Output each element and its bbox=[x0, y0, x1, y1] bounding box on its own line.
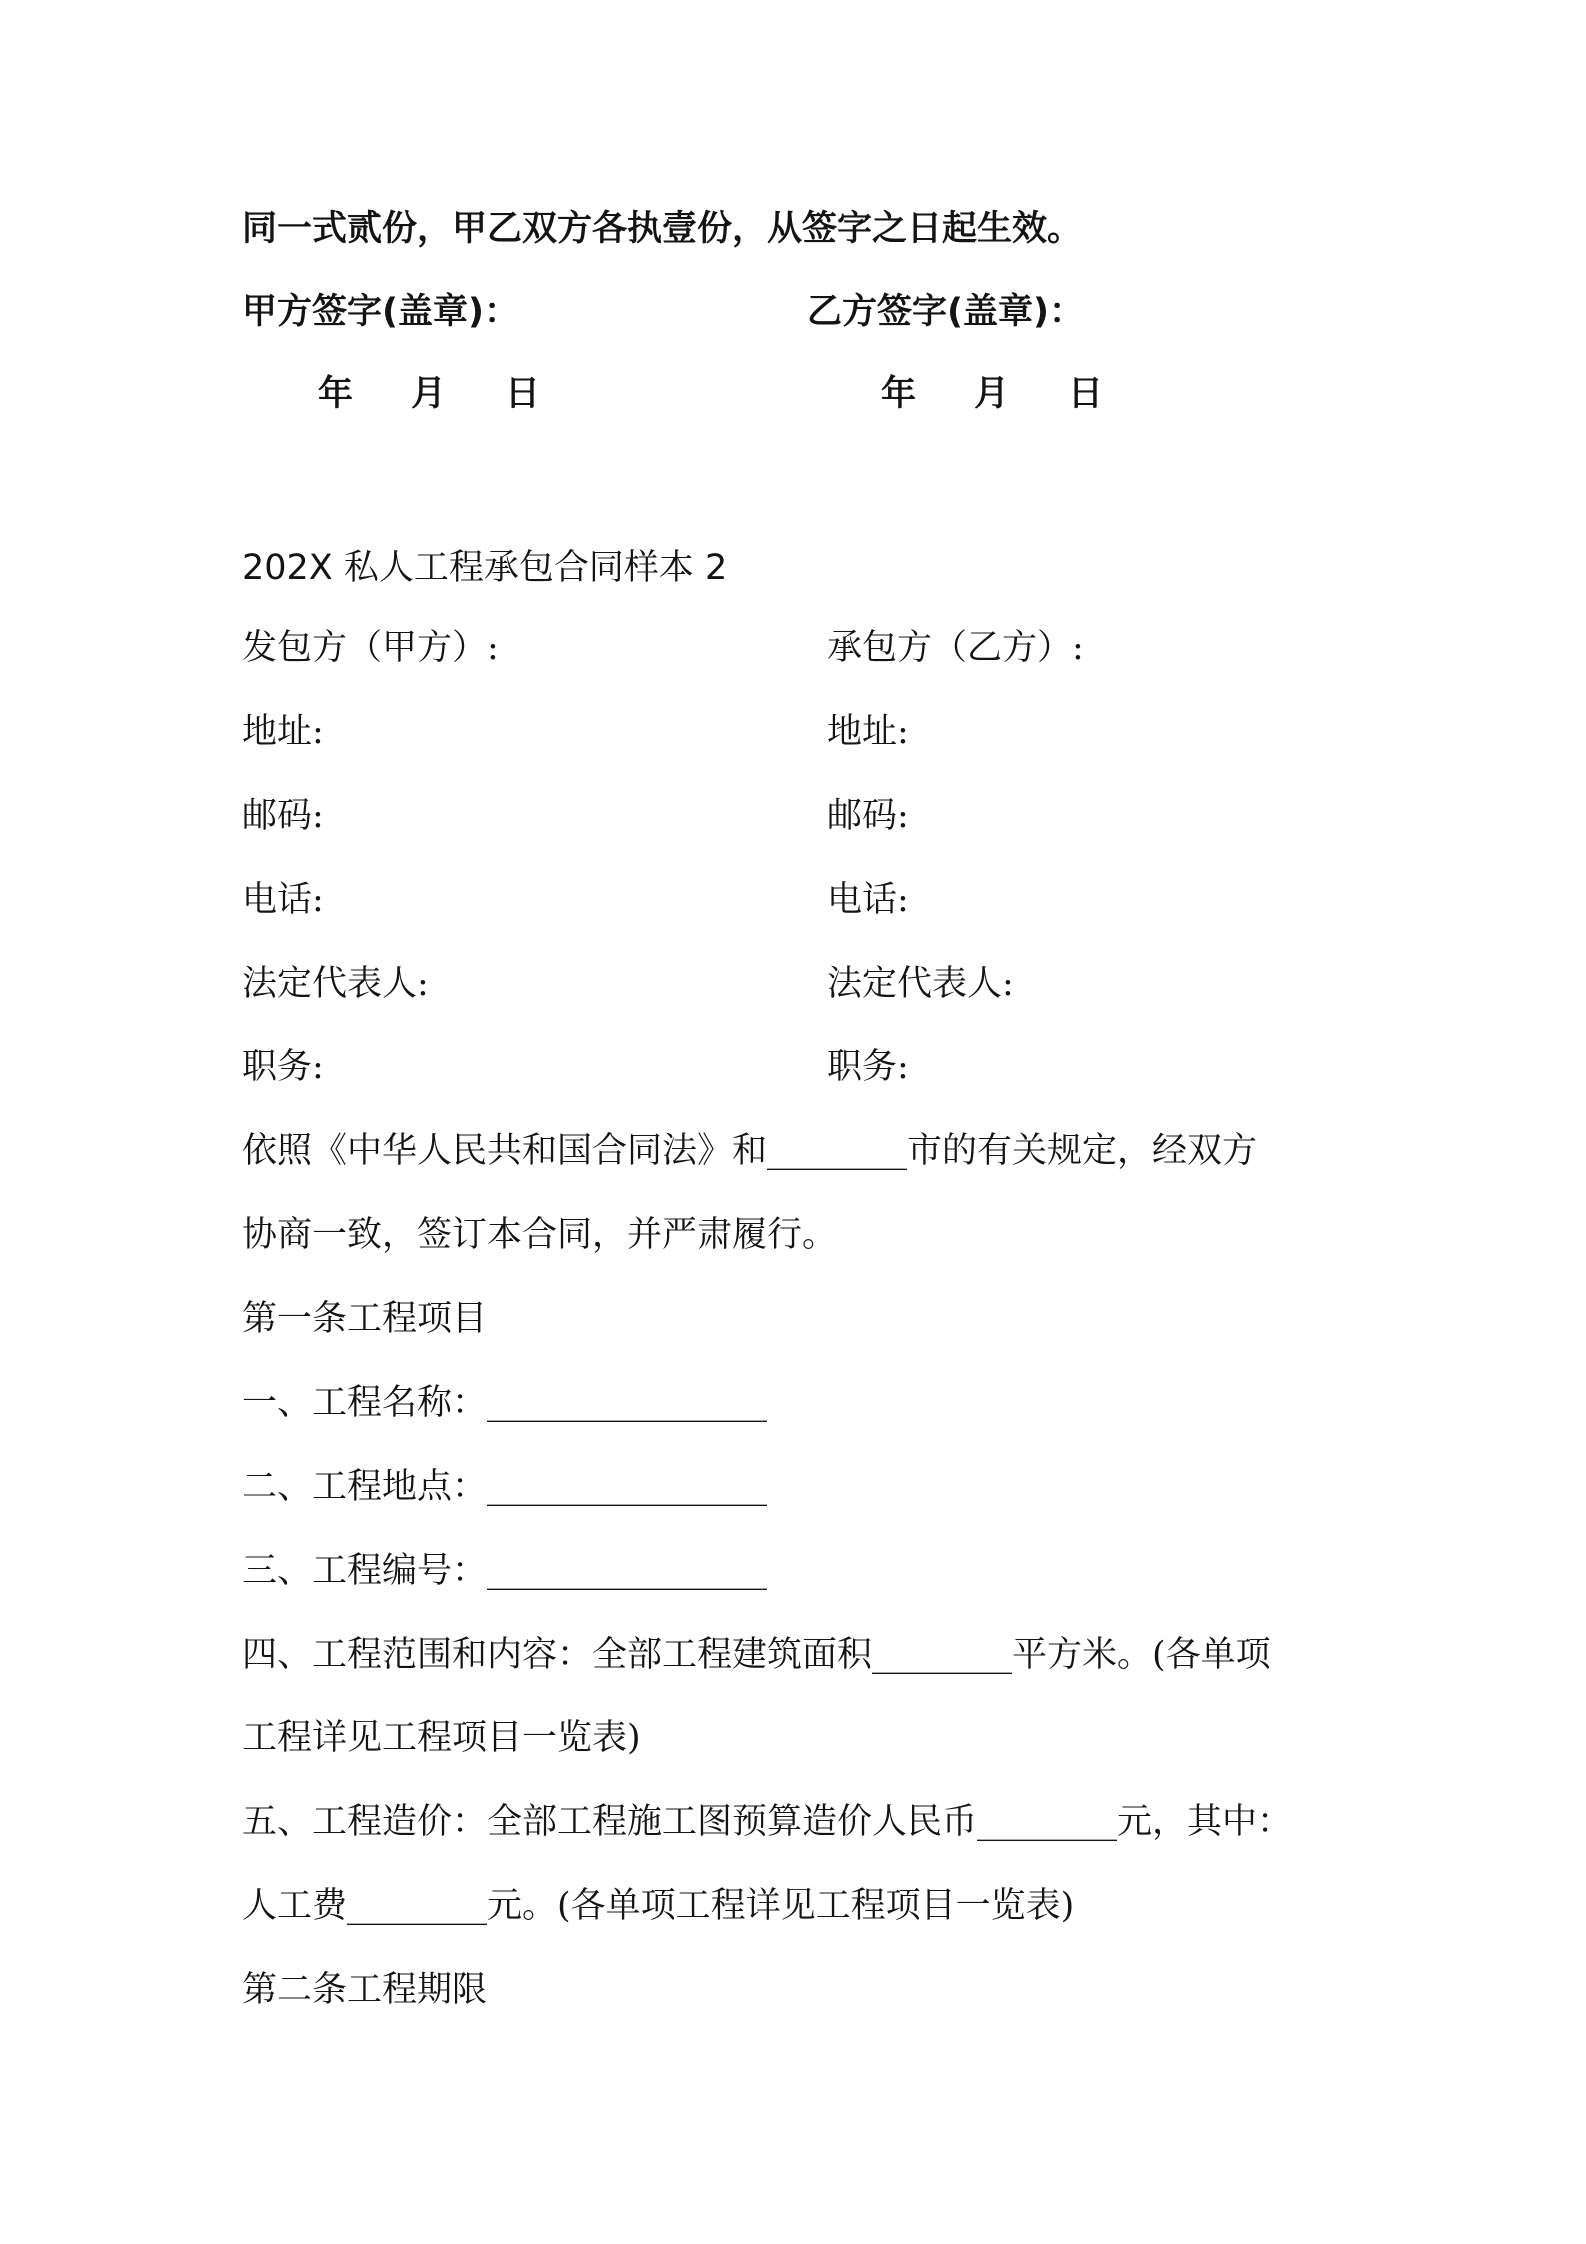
party-a-postcode-label: 邮码: bbox=[242, 796, 324, 836]
party-a-day: 日 bbox=[505, 374, 541, 414]
project-scope-line-1: 四、工程范围和内容：全部工程建筑面积________平方米。(各单项 bbox=[242, 1635, 1271, 1675]
party-b-postcode-label: 邮码: bbox=[827, 796, 909, 836]
party-b-phone-label: 电话: bbox=[827, 880, 909, 920]
party-b-address-label: 地址: bbox=[827, 712, 909, 752]
article-1-heading: 第一条工程项目 bbox=[242, 1299, 488, 1339]
party-a-legal-rep-label: 法定代表人: bbox=[242, 964, 429, 1004]
party-a-position-label: 职务: bbox=[242, 1047, 324, 1087]
party-a-year: 年 bbox=[318, 374, 354, 414]
intro-paragraph-line-2: 协商一致，签订本合同，并严肃履行。 bbox=[242, 1215, 838, 1255]
party-b-day: 日 bbox=[1068, 374, 1104, 414]
project-cost-line-1: 五、工程造价：全部工程施工图预算造价人民币________元，其中： bbox=[242, 1802, 1293, 1842]
closing-clause: 同一式贰份，甲乙双方各执壹份，从签字之日起生效。 bbox=[242, 209, 1083, 249]
party-b-position-label: 职务: bbox=[827, 1047, 909, 1087]
party-a-phone-label: 电话: bbox=[242, 880, 324, 920]
contract-title: 202X 私人工程承包合同样本 2 bbox=[242, 548, 728, 588]
article-2-heading: 第二条工程期限 bbox=[242, 1970, 488, 2010]
project-name-item: 一、工程名称：________________ bbox=[242, 1383, 768, 1423]
intro-paragraph-line-1: 依照《中华人民共和国合同法》和________市的有关规定，经双方 bbox=[242, 1131, 1258, 1171]
party-b-contractor-label: 承包方（乙方）: bbox=[827, 628, 1084, 668]
party-a-signature-label: 甲方签字(盖章)： bbox=[242, 292, 519, 332]
party-b-legal-rep-label: 法定代表人: bbox=[827, 964, 1014, 1004]
party-a-employer-label: 发包方（甲方）: bbox=[242, 628, 499, 668]
party-a-month: 月 bbox=[411, 374, 447, 414]
party-b-month: 月 bbox=[974, 374, 1010, 414]
party-a-address-label: 地址: bbox=[242, 712, 324, 752]
party-b-signature-label: 乙方签字(盖章)： bbox=[807, 292, 1084, 332]
project-number-item: 三、工程编号：________________ bbox=[242, 1551, 768, 1591]
project-location-item: 二、工程地点：________________ bbox=[242, 1467, 768, 1507]
project-cost-line-2: 人工费________元。(各单项工程详见工程项目一览表) bbox=[242, 1886, 1075, 1926]
project-scope-line-2: 工程详见工程项目一览表) bbox=[242, 1718, 641, 1758]
party-b-year: 年 bbox=[881, 374, 917, 414]
